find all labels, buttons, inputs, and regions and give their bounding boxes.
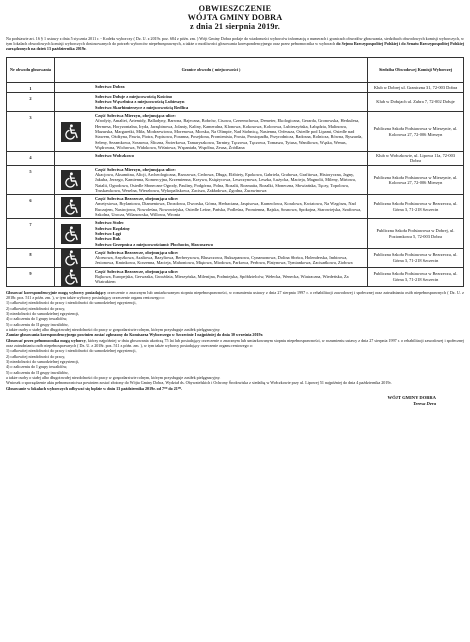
- district-boundaries: [55, 165, 368, 194]
- district-boundaries: [55, 248, 368, 267]
- district-number: 2: [7, 93, 55, 112]
- list1-item: 5) o zaliczeniu do II grupy inwalidów,: [6, 321, 69, 327]
- commission-seat: Publiczna Szkoła Podstawowa w Dobrej, ul. Poziomkowa 5, 72-003 Dobra: [368, 219, 464, 248]
- district-number: 8: [7, 248, 55, 267]
- signature-role: WÓJT GMINY DOBRA: [387, 395, 436, 401]
- table-row: [7, 248, 464, 267]
- wheelchair-icon: [61, 197, 81, 217]
- list2-item: 5) o zaliczeniu do II grupy inwalidów,: [6, 369, 69, 375]
- area-text: Sołectwo Wołczkowo: [95, 153, 135, 159]
- correspondence-text: orzeczenie o znacznym lub umiarkowanym stopniu niepełnosprawności, w rozumieniu ustawy z dnia 27 sierpnia 1997 r. o rehabilitacji zawodowej i społecznej oraz zatrudnianiu osób niepełnosprawnych ( Dz. U. z 2018r. poz. 511 z późn. zm. ), w tym także wyborcy posiadający orzeczenie organu rentowego o:: [6, 289, 464, 300]
- list1-item: 1) całkowitej niezdolności do pracy i niezdolności do samodzielnej egzystencji,: [6, 300, 137, 306]
- signature-name: Teresa Dera: [413, 400, 436, 406]
- list2-item: 1) całkowitej niezdolności do pracy i niezdolności do samodzielnej egzystencji,: [6, 348, 137, 354]
- district-boundaries: [55, 82, 368, 92]
- correspondence-deadline: Zamiar głosowania korespondencyjnego powinien zostać zgłoszony do Komisarza Wyborczego w Szczecinie I najpóźniej do dnia 30 września 2019r.: [6, 332, 264, 338]
- district-number: 7: [7, 219, 55, 248]
- intro-bold: do Sejmu Rzeczypospolitej Polskiej i do Senatu Rzeczypospolitej Polskiej zarządzonych na dzień 13 października 2019r.: [6, 41, 464, 52]
- area-text: Sołectwo Stolec Sołectwo Rzędziny Sołectwo Łęgi Sołectwo Buk Sołectwo Grzepnica z miejscowościami: Płochocin, Sławoszewo: [95, 220, 214, 247]
- header-commission-seat: Siedziba Obwodowej Komisji Wyborczej: [368, 57, 464, 82]
- district-boundaries: [55, 93, 368, 112]
- proxy-bold: Głosować przez pełnomocnika mogą wyborcy: [6, 337, 86, 343]
- commission-seat: Publiczna Szkoła Podstawowa w Bezrzeczu, ul. Górna 3, 71-218 Szczecin: [368, 248, 464, 267]
- table-row: [7, 82, 464, 92]
- area-header: Część Sołectwa Mierzyn, obejmująca ulice:: [95, 166, 176, 172]
- districts-table: [6, 57, 464, 287]
- commission-seat: Publiczna Szkoła Podstawowa w Bezrzeczu, ul. Górna 3, 71-218 Szczecin: [368, 267, 464, 286]
- table-row: [7, 93, 464, 112]
- district-boundaries: [55, 152, 368, 166]
- district-number: 3: [7, 112, 55, 152]
- title-line-1: OBWIESZCZENIE: [198, 4, 272, 13]
- wheelchair-icon: [61, 170, 81, 190]
- table-row: [7, 219, 464, 248]
- table-row: [7, 267, 464, 286]
- commission-seat: Klub w Dołujach ul. Zubra 7, 72-002 Dołuje: [368, 93, 464, 112]
- list2-item: 4) o zaliczeniu do I grupy inwalidów,: [6, 364, 68, 370]
- signature-block: [6, 395, 464, 406]
- proxy-paragraph: [6, 338, 464, 349]
- voting-hours: Głosowanie w lokalach wyborczych odbywać się będzie w dniu 13 października 2019r. od 7⁰⁰ do 21⁰⁰.: [6, 385, 183, 391]
- district-boundaries: [55, 219, 368, 248]
- area-text: Sołectwo Dobra: [95, 83, 125, 89]
- list1-item: 2) całkowitej niezdolności do pracy,: [6, 305, 66, 311]
- list1-item: 4) o zaliczeniu do I grupy inwalidów,: [6, 316, 68, 322]
- proxy-text: , którzy najpóźniej w dniu głosowania ukończą 75 lat lub posiadający orzeczenie o znacznym lub umiarkowanym stopniu niepełnosprawności, w rozumieniu ustawy z dnia 27 sierpnia 1997 r. o rehabilitacji zawodowej i społecznej oraz zatrudnianiu osób niepełnosprawnych ( Dz. U. z 2018r. poz. 511 z późn. zm. ), w tym także wyborcy posiadający orzeczenie organu rentowego o:: [6, 337, 464, 349]
- list1-end: a także osoby o stałej albo długotrwałej niezdolności do pracy w gospodarstwie rolnym, którym przysługuje zasiłek pielęgnacyjny.: [6, 327, 221, 333]
- area-text: Aloesowa, Anyżkowa, Azaliowa, Bazyliowa, Berberysowa, Bluszczowa, Bukszpanowa, Cynamonowa, Dolina Słońca, Holenderska, Imbirowa, Jesionowa, Kminkowa, Korzenna, Macieja, Mahoniowa, Miętowa, Miodowa, Parkowa, Perłowa, Platynowa, Tymiankowa, Zacisańkowa, Ziołowa: [95, 255, 353, 266]
- area-header: Część Sołectwa Bezrzecze, obejmująca ulice:: [95, 196, 179, 202]
- commission-seat: Publiczna Szkoła Podstawowa w Bezrzeczu, ul. Górna 3, 71-218 Szczecin: [368, 195, 464, 219]
- commission-seat: Klub w Wołczkowie, ul. Lipowa 11a, 72-003 Dobra: [368, 152, 464, 166]
- area-text: Afrodyty, Amaltei, Artemidy, Balladyny, Barwna, Bajeczna, Bobrów, Cisowa, Czeremchowa, Demeter, Ekologiczna, Gerarda, Gronowska, Herkulesa, Hermesa, Horyzontalna, Iryda, Jarzębinowa, Jolanty, Kaliny, Kameralna, Klonowa, Kokosowa, Kolorowa, Lubieszyńska, Łabędzia, Malinowa, Mazurska, Margaretki, Miła, Modrzewiowa, Morenowa, Morska, Na Olimpie, Nad Stobnicą, Nasienna, Orfeusza, Osiedle pod Lipami, Osiedle nad Stawem, Ożdżyna, Pawia, Piotra, Popisowa, Porannа, Posejdona, Promienista, Prosta, Prostopadła, Przyrodnicza, Radosna, Rolnicza, Równa, Ryszarda, Seleny, Sezamkowa, Sosnowa, Śliczna, Świerkowa, Tamaryszkowa, Tarniny, Tęczowa, Tęczowa, Tomasza, Tytusa, Waniliowa, Wąska, Wenus, Wędrowna, Wichrowa, Widokowa, Wiśniowa, Wspaniała, Wspólna, Zeusa, Żródlana: [95, 118, 363, 150]
- wheelchair-icon: [61, 267, 81, 287]
- district-number: 5: [7, 165, 55, 194]
- table-row: [7, 152, 464, 166]
- list2-end: a także osoby o stałej albo długotrwałej niezdolności do pracy w gospodarstwie rolnym, którym przysługuje zasiłek pielęgnacyjny.: [6, 375, 221, 381]
- table-row: [7, 165, 464, 194]
- correspondence-bold: Głosować korespondencyjnie mogą wyborcy posiadający: [6, 289, 107, 295]
- intro-paragraph: [6, 36, 464, 52]
- district-number: 1: [7, 82, 55, 92]
- announcement-page: [6, 0, 464, 406]
- district-boundaries: [55, 267, 368, 286]
- title-line-2: WÓJTA GMINY DOBRA: [187, 13, 283, 23]
- district-number: 4: [7, 152, 55, 166]
- list2-item: 2) całkowitej niezdolności do pracy,: [6, 353, 66, 359]
- district-boundaries: [55, 112, 368, 152]
- area-text: Akacjowa, Aksamitna, Alicji, Archeologiczna, Brzozowa, Cedrowa, Długa, Elżbiety, Epokowa, Gabriela, Grabowa, Grafitowa, Historyczna, Jagny, Jakuba, Jerzego, Kamienna, Komercyjna, Krzemienna, Krzywa, Księżycowa, Leszczynowa, Leszka, Łużycka, Macieja, Magnolii, Mileny, Mirtowa, Natalii, Ogrodowa, Osiedle Słoneczne Ogrody, Pauliny, Podgórna, Polna, Rozalii, Rozmaita, Rozalki, Słoneczna, Słowiańska, Tęczy, Topolowa, Truskawkowa, Weselna, Wierzbowa, Wykopaliskowa, Zacisza, Zakładowa, Zgodna, Żurawinowa: [95, 171, 356, 193]
- area-header: Część Sołectwa Mierzyn, obejmująca ulice:: [95, 113, 176, 119]
- district-number: 9: [7, 267, 55, 286]
- footer-notes: [6, 290, 464, 392]
- correspondence-paragraph: [6, 290, 464, 301]
- area-text: Bajkowa, Europejska, Gerwazka, Gwoździa, Mierzyńska, Milenijna, Podmiejska, Spółdzielców, Wełecka, Wenecka, Wiatraczna, Wiedeńska, Za Wiatrakiem: [95, 274, 349, 285]
- header-district-boundaries: Granice obwodu ( miejscowości ): [55, 57, 368, 82]
- table-body: [7, 82, 464, 286]
- wheelchair-icon: [61, 248, 81, 268]
- district-number: 6: [7, 195, 55, 219]
- commission-seat: Publiczna Szkoła Podstawowa w Mierzynie, ul. Kolorowa 27, 72-006 Mierzyn: [368, 165, 464, 194]
- area-text: Ametystowa, Brylantowa, Diamentowa, Drozdowa, Dworska, Górna, Herbaciana, Jaspisowa, Karneolowa, Koralowa, Kwiatowa, Na Wzgórzu, Nad Ruczajem, Nastrojowa, Nowoleśna, Nowowiejska, Osiedle Leśne, Pańska, Podleśna, Promienna, Rajska, Sosnowa, Spokojna, Starowiejska, Szafirowa, Szkolna, Urocza, Wilanowska, Willowa, Wronia: [95, 201, 362, 218]
- wheelchair-icon: [61, 122, 81, 142]
- title-line-3: z dnia 21 sierpnia 2019r.: [190, 22, 280, 32]
- table-row: [7, 195, 464, 219]
- intro-text: Na podstawie art. 16 § 1 ustawy z dnia 5 stycznia 2011 r. - Kodeks wyborczy ( Dz. U. z 2019r. poz. 684 z późn. zm. ) Wójt Gminy Dobra podaje do wiadomości wyborców informację o numerach i granicach obwodów głosowania, siedzibach obwodowych komisji wyborczych, w tym lokalach obwodowych komisji wyborczych dostosowanych do potrzeb wyborców niepełnosprawnych, a także o możliwości głosowania korespondencyjnego oraz przez pełnomocnika w wyborach: [6, 35, 464, 47]
- list2-item: 3) niezdolności do samodzielnej egzystencji,: [6, 359, 80, 365]
- commission-seat: Publiczna Szkoła Podstawowa w Mierzynie, ul. Kolorowa 27, 72-006 Mierzyn: [368, 112, 464, 152]
- area-header: Część Sołectwa Bezrzecze, obejmująca ulice:: [95, 268, 179, 274]
- table-header-row: [7, 57, 464, 82]
- district-boundaries: [55, 195, 368, 219]
- list1-item: 3) niezdolności do samodzielnej egzystencji,: [6, 311, 80, 316]
- proxy-request: Wniosek o sporządzenie aktu pełnomocnictwa powinien zostać złożony do Wójta Gminy Dobra, Wydział ds. Obywatelskich i Ochrony Środowiska z siedzibą w Wołczkowie przy ul. Lipowej 51 najpóźniej do dnia 4 października 2019r.: [6, 380, 392, 386]
- area-text: Sołectwo Dołuje z miejscowością Kościno Sołectwo Wąwelnica z miejscowością Lubieszyn Sołectwo Skarbimierzyce z miejscowością Redlica: [95, 94, 189, 110]
- commission-seat: Klub w Dobrej ul. Graniczna 31, 72-003 Dobra: [368, 82, 464, 92]
- area-header: Część Sołectwa Bezrzecze, obejmująca ulice:: [95, 249, 179, 255]
- announcement-title: [6, 4, 464, 32]
- header-district-number: Nr obwodu głosowania: [7, 57, 55, 82]
- table-row: [7, 112, 464, 152]
- wheelchair-icon: [61, 224, 81, 244]
